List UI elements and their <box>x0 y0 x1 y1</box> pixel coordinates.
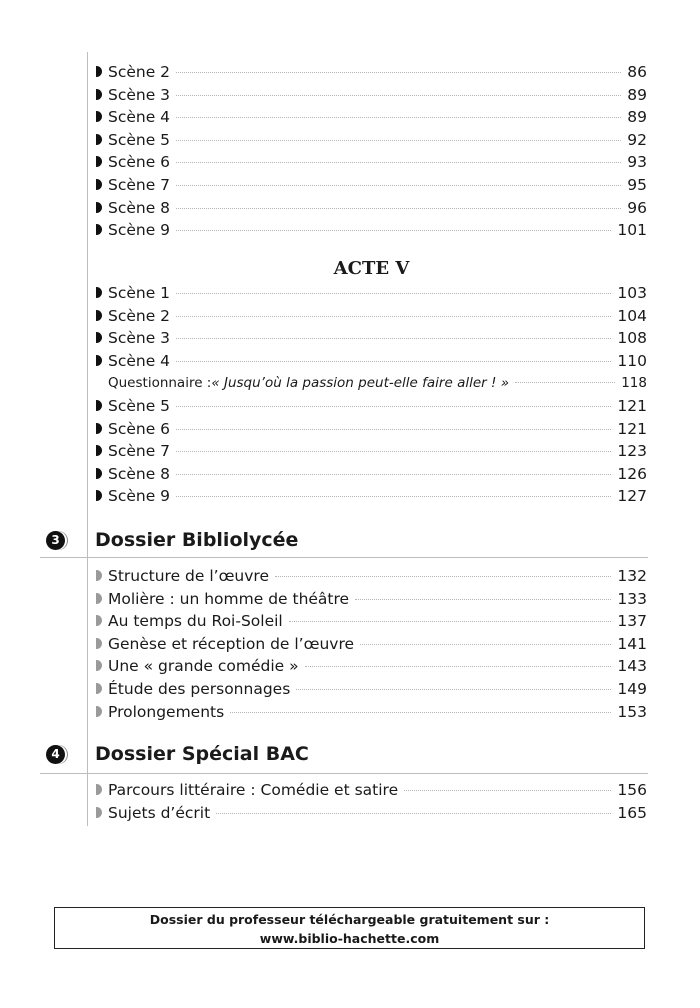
bullet-icon <box>96 400 102 411</box>
toc-page-number: 93 <box>627 153 647 172</box>
toc-entry-label: Scène 7 <box>108 175 171 194</box>
section-3-header <box>46 529 298 551</box>
toc-page-number: 96 <box>627 198 647 217</box>
dot-leader <box>275 576 611 577</box>
dot-leader <box>176 230 611 231</box>
toc-entry-label: Au temps du Roi-Soleil <box>108 612 283 631</box>
dot-leader <box>176 95 621 96</box>
toc-entry-label: Scène 5 <box>108 396 171 415</box>
dot-leader <box>176 496 611 497</box>
bullet-icon <box>96 423 102 434</box>
bullet-icon <box>96 287 102 298</box>
toc-entry[interactable] <box>96 463 647 486</box>
section-3-list <box>96 565 647 723</box>
toc-entry[interactable] <box>96 610 647 633</box>
toc-page-number: 141 <box>617 634 647 653</box>
dot-leader <box>176 474 611 475</box>
toc-page-number: 127 <box>617 487 647 506</box>
dot-leader <box>176 338 611 339</box>
dot-leader <box>404 790 611 791</box>
toc-page-number: 126 <box>617 464 647 483</box>
toc-page-number: 153 <box>617 702 647 721</box>
bullet-icon <box>96 202 102 213</box>
bullet-icon <box>96 784 102 795</box>
toc-page-number: 132 <box>617 567 647 585</box>
toc-entry-label: Molière : un homme de théâtre <box>108 589 350 608</box>
bullet-icon <box>96 445 102 456</box>
toc-entry[interactable] <box>96 418 647 441</box>
toc-entry[interactable] <box>96 485 647 508</box>
dot-leader <box>176 185 621 186</box>
section-title: Dossier Spécial BAC <box>95 743 309 765</box>
toc-entry[interactable] <box>96 84 647 107</box>
toc-page-number: 89 <box>627 108 647 127</box>
toc-page-number: 108 <box>617 329 647 348</box>
toc-page-number: 149 <box>617 679 647 698</box>
dot-leader <box>176 162 621 163</box>
dot-leader <box>176 406 611 407</box>
bullet-icon <box>96 224 102 235</box>
toc-entry[interactable] <box>96 565 647 588</box>
toc-entry[interactable] <box>96 350 647 373</box>
bullet-icon <box>96 638 102 649</box>
toc-entry[interactable] <box>96 282 647 305</box>
acte5-scene-list <box>96 282 647 508</box>
toc-entry[interactable] <box>96 440 647 463</box>
toc-page-number: 104 <box>617 306 647 325</box>
toc-entry[interactable] <box>96 701 647 724</box>
toc-entry-label: Scène 8 <box>108 464 171 483</box>
toc-entry-label: Scène 2 <box>108 63 171 81</box>
dot-leader <box>176 361 611 362</box>
bullet-icon <box>96 134 102 145</box>
bullet-icon <box>96 660 102 671</box>
dot-leader <box>216 813 611 814</box>
dot-leader <box>176 316 611 317</box>
section-number-badge: 4 <box>46 745 65 764</box>
section-4-header <box>46 743 309 765</box>
toc-entry-label: Questionnaire : <box>108 375 212 392</box>
toc-page-number: 89 <box>627 85 647 104</box>
toc-entry[interactable] <box>96 61 647 84</box>
bullet-icon <box>96 490 102 501</box>
toc-entry-label: Sujets d’écrit <box>108 803 211 822</box>
bullet-icon <box>96 593 102 604</box>
toc-entry-label: Scène 9 <box>108 487 171 506</box>
toc-page-number: 165 <box>617 803 647 822</box>
margin-rule <box>87 52 88 826</box>
toc-entry[interactable] <box>96 305 647 328</box>
section-title: Dossier Bibliolycée <box>95 529 299 551</box>
dot-leader <box>176 140 621 141</box>
acte4-scene-list <box>96 61 647 242</box>
toc-entry[interactable] <box>96 197 647 220</box>
bullet-icon <box>96 310 102 321</box>
dot-leader <box>230 712 611 713</box>
toc-entry[interactable] <box>96 395 647 418</box>
toc-entry-label: Genèse et réception de l’œuvre <box>108 634 355 653</box>
dot-leader <box>176 429 611 430</box>
toc-entry[interactable] <box>96 678 647 701</box>
toc-entry-label: Scène 3 <box>108 329 171 348</box>
toc-page-number: 121 <box>617 396 647 415</box>
toc-entry-label: Scène 2 <box>108 306 171 325</box>
toc-entry-label: Scène 4 <box>108 351 171 370</box>
dot-leader <box>176 451 611 452</box>
dot-leader <box>355 599 611 600</box>
dot-leader <box>176 72 621 73</box>
bullet-icon <box>96 615 102 626</box>
toc-entry[interactable] <box>96 802 647 825</box>
toc-page-number: 92 <box>627 130 647 149</box>
box-line-1: Dossier du professeur téléchargeable gratuitement sur : <box>149 912 550 927</box>
bullet-icon <box>96 706 102 717</box>
toc-entry-label: Scène 1 <box>108 284 171 302</box>
dot-leader <box>289 621 612 622</box>
toc-entry-label: Scène 9 <box>108 221 171 240</box>
toc-entry-label: Prolongements <box>108 702 225 721</box>
section-4-list <box>96 779 647 824</box>
toc-entry-label: Scène 8 <box>108 198 171 217</box>
toc-entry-label: Scène 6 <box>108 153 171 172</box>
dot-leader <box>515 382 615 383</box>
bullet-icon <box>96 332 102 343</box>
toc-entry-label: Structure de l’œuvre <box>108 567 269 585</box>
toc-entry-label: Scène 7 <box>108 442 171 461</box>
toc-entry[interactable] <box>96 219 647 242</box>
toc-page-number: 133 <box>617 589 647 608</box>
toc-page-number: 143 <box>617 657 647 676</box>
toc-entry[interactable] <box>96 129 647 152</box>
bullet-icon <box>96 807 102 818</box>
dot-leader <box>176 117 621 118</box>
toc-page-number: 95 <box>627 175 647 194</box>
toc-entry[interactable] <box>96 106 647 129</box>
toc-page-number: 156 <box>617 781 647 799</box>
toc-entry[interactable] <box>96 655 647 678</box>
section-number-badge: 3 <box>46 531 65 550</box>
dot-leader <box>176 293 611 294</box>
bullet-icon <box>96 355 102 366</box>
toc-entry-label: Scène 5 <box>108 130 171 149</box>
toc-entry-label: Scène 6 <box>108 419 171 438</box>
toc-entry-label: Scène 4 <box>108 108 171 127</box>
toc-entry-label: Étude des personnages <box>108 679 291 698</box>
toc-entry-italic-title: « Jusqu’où la passion peut-elle faire aller ! » <box>211 375 510 392</box>
dot-leader <box>305 666 612 667</box>
toc-page-number: 86 <box>627 63 647 81</box>
box-url[interactable]: www.biblio-hachette.com <box>259 931 440 946</box>
toc-page-number: 137 <box>617 612 647 631</box>
section-divider <box>40 557 648 558</box>
dot-leader <box>360 644 611 645</box>
toc-questionnaire-entry[interactable] <box>96 372 647 395</box>
bullet-icon <box>96 570 102 581</box>
toc-page-number: 101 <box>617 221 647 240</box>
bullet-icon <box>96 111 102 122</box>
bullet-icon <box>96 89 102 100</box>
acte-v-heading: ACTE V <box>333 258 410 279</box>
toc-entry[interactable] <box>96 174 647 197</box>
toc-entry-label: Une « grande comédie » <box>108 657 299 676</box>
toc-page-number: 110 <box>617 351 647 370</box>
section-divider <box>40 773 648 774</box>
bullet-icon <box>96 179 102 190</box>
toc-page-number: 123 <box>617 442 647 461</box>
dot-leader <box>296 689 611 690</box>
bullet-icon <box>96 66 102 77</box>
bullet-icon <box>96 156 102 167</box>
toc-entry[interactable] <box>96 633 647 656</box>
bullet-icon <box>96 683 102 694</box>
toc-page-number: 103 <box>617 284 647 302</box>
toc-entry[interactable] <box>96 588 647 611</box>
teacher-dossier-box <box>54 907 645 949</box>
toc-entry-label: Parcours littéraire : Comédie et satire <box>108 781 399 799</box>
toc-entry[interactable] <box>96 151 647 174</box>
dot-leader <box>176 208 621 209</box>
bullet-icon <box>96 468 102 479</box>
toc-page-number: 121 <box>617 419 647 438</box>
toc-entry[interactable] <box>96 327 647 350</box>
toc-entry[interactable] <box>96 779 647 802</box>
toc-entry-label: Scène 3 <box>108 85 171 104</box>
toc-page-number: 118 <box>621 375 647 392</box>
